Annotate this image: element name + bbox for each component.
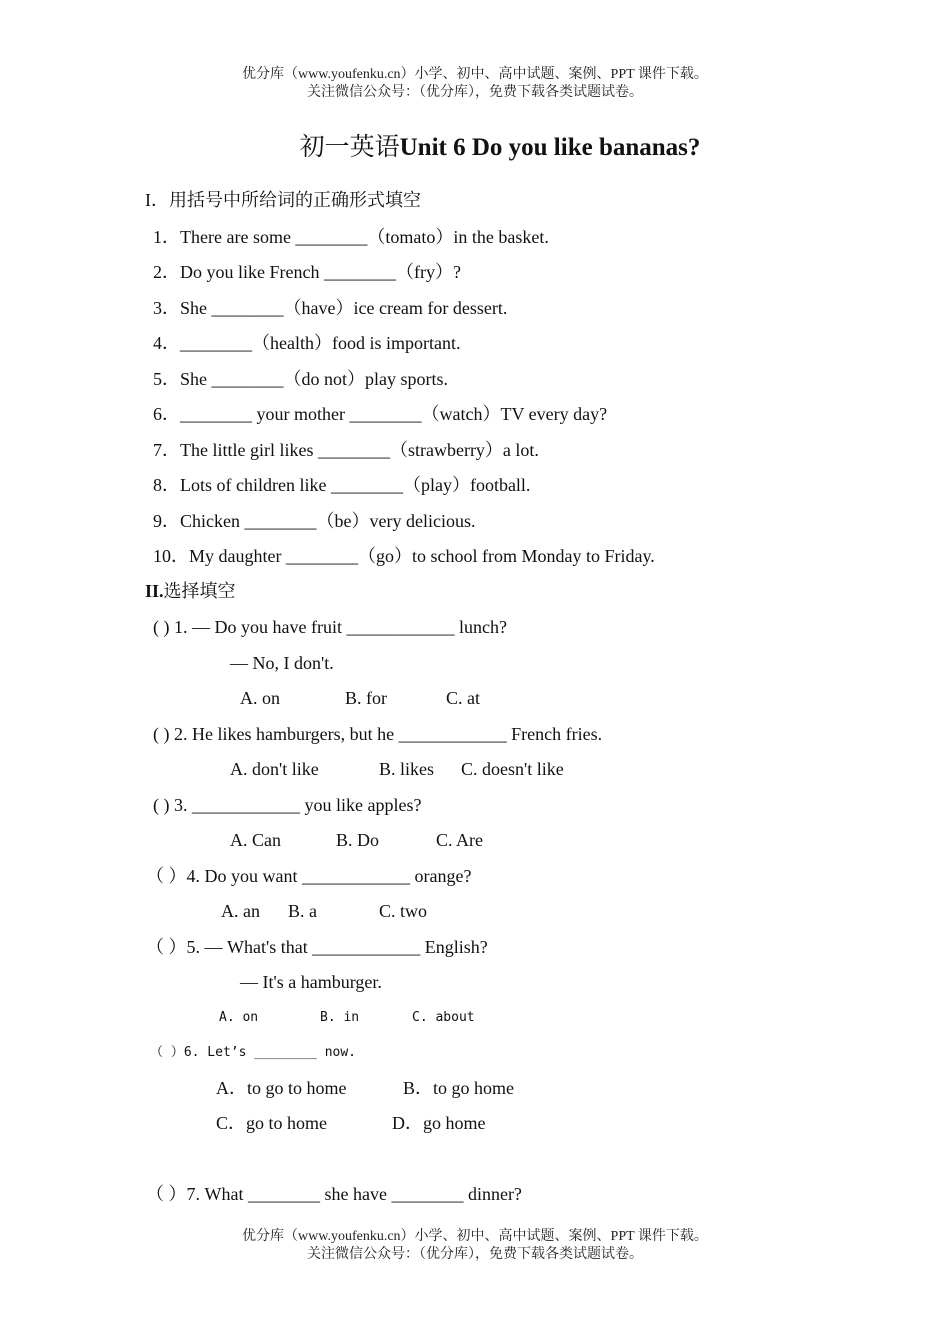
page-title [0,132,950,164]
section-2-number: II. [145,581,164,601]
q4-stem-line [146,865,471,887]
page-footer [0,1228,950,1264]
section-2-heading [145,580,236,602]
q6-option-b: B．to go home [403,1078,514,1098]
q7-stem-line [146,1183,522,1205]
s1-item-6: 6．________ your mother ________（watch）TV every day? [153,404,608,424]
s1-item-9: 9．Chicken ________（be）very delicious. [153,511,476,531]
q5-answer-bracket: （ ） [146,937,187,957]
s1-item-3: 3．She ________（have）ice cream for dessert. [153,298,508,318]
s1-item-8: 8．Lots of children like ________（play）football. [153,475,531,495]
q2-stem: ( ) 2. He likes hamburgers, but he ____________ French fries. [153,724,603,744]
q5-option-b: B. in [320,1010,360,1025]
q3-stem: ( ) 3. ____________ you like apples? [153,795,422,815]
s1-item-5: 5．She ________（do not）play sports. [153,369,448,389]
q1-option-b: B. for [345,688,387,708]
page-header [0,66,950,102]
section-2-title: 选择填空 [163,581,236,601]
q2-option-b: B. likes [379,759,435,779]
header-line-1: 优分库（www.youfenku.cn）小学、初中、高中试题、案例、PPT 课件下载。 [242,67,708,82]
q5-option-a: A. on [219,1010,259,1025]
q5-option-c: C. about [412,1010,475,1025]
q4-stem: 4. Do you want ____________ orange? [186,866,472,886]
footer-line-1: 优分库（www.youfenku.cn）小学、初中、高中试题、案例、PPT 课件下载。 [242,1229,708,1244]
s1-item-4: 4．________（health）food is important. [153,333,461,353]
q2-option-c: C. doesn't like [461,759,564,779]
q7-answer-bracket: （ ） [146,1184,187,1204]
q7-stem: 7. What ________ she have ________ dinner? [186,1184,522,1204]
q6-option-d: D．go home [392,1113,486,1133]
footer-line-2: 关注微信公众号：（优分库），免费下载各类试题试卷。 [307,1247,643,1262]
q5-stem-line [146,936,488,958]
q3-option-c: C. Are [436,830,483,850]
s1-item-10: 10．My daughter ________（go）to school from Monday to Friday. [153,546,655,566]
q4-answer-bracket: （ ） [146,866,187,886]
title-main: Unit 6 Do you like bananas? [399,134,701,161]
q1-option-c: C. at [446,688,480,708]
s1-item-2: 2．Do you like French ________（fry）? [153,262,461,282]
q1-reply: — No, I don't. [230,653,334,673]
q4-option-c: C. two [379,901,428,921]
q5-reply: — It's a hamburger. [240,972,382,992]
header-line-2: 关注微信公众号：（优分库），免费下载各类试题试卷。 [307,85,643,100]
s1-item-7: 7．The little girl likes ________（strawberry）a lot. [153,440,539,460]
q6-stem: （ ）6. Let’s ________ now. [150,1045,357,1060]
q2-option-a: A. don't like [230,759,319,779]
q4-option-b: B. a [288,901,317,921]
s1-item-1: 1．There are some ________（tomato）in the basket. [153,227,549,247]
q6-option-c: C．go to home [216,1113,327,1133]
q3-option-a: A. Can [230,830,281,850]
q6-option-a: A．to go to home [216,1078,347,1098]
q4-option-a: A. an [221,901,260,921]
section-1-heading: I．用括号中所给词的正确形式填空 [145,190,421,210]
q5-stem: 5. — What's that ____________ English? [186,937,488,957]
title-prefix: 初一英语 [299,134,400,161]
q3-option-b: B. Do [336,830,380,850]
q1-stem: ( ) 1. — Do you have fruit ____________ lunch? [153,617,507,637]
q1-option-a: A. on [240,688,280,708]
